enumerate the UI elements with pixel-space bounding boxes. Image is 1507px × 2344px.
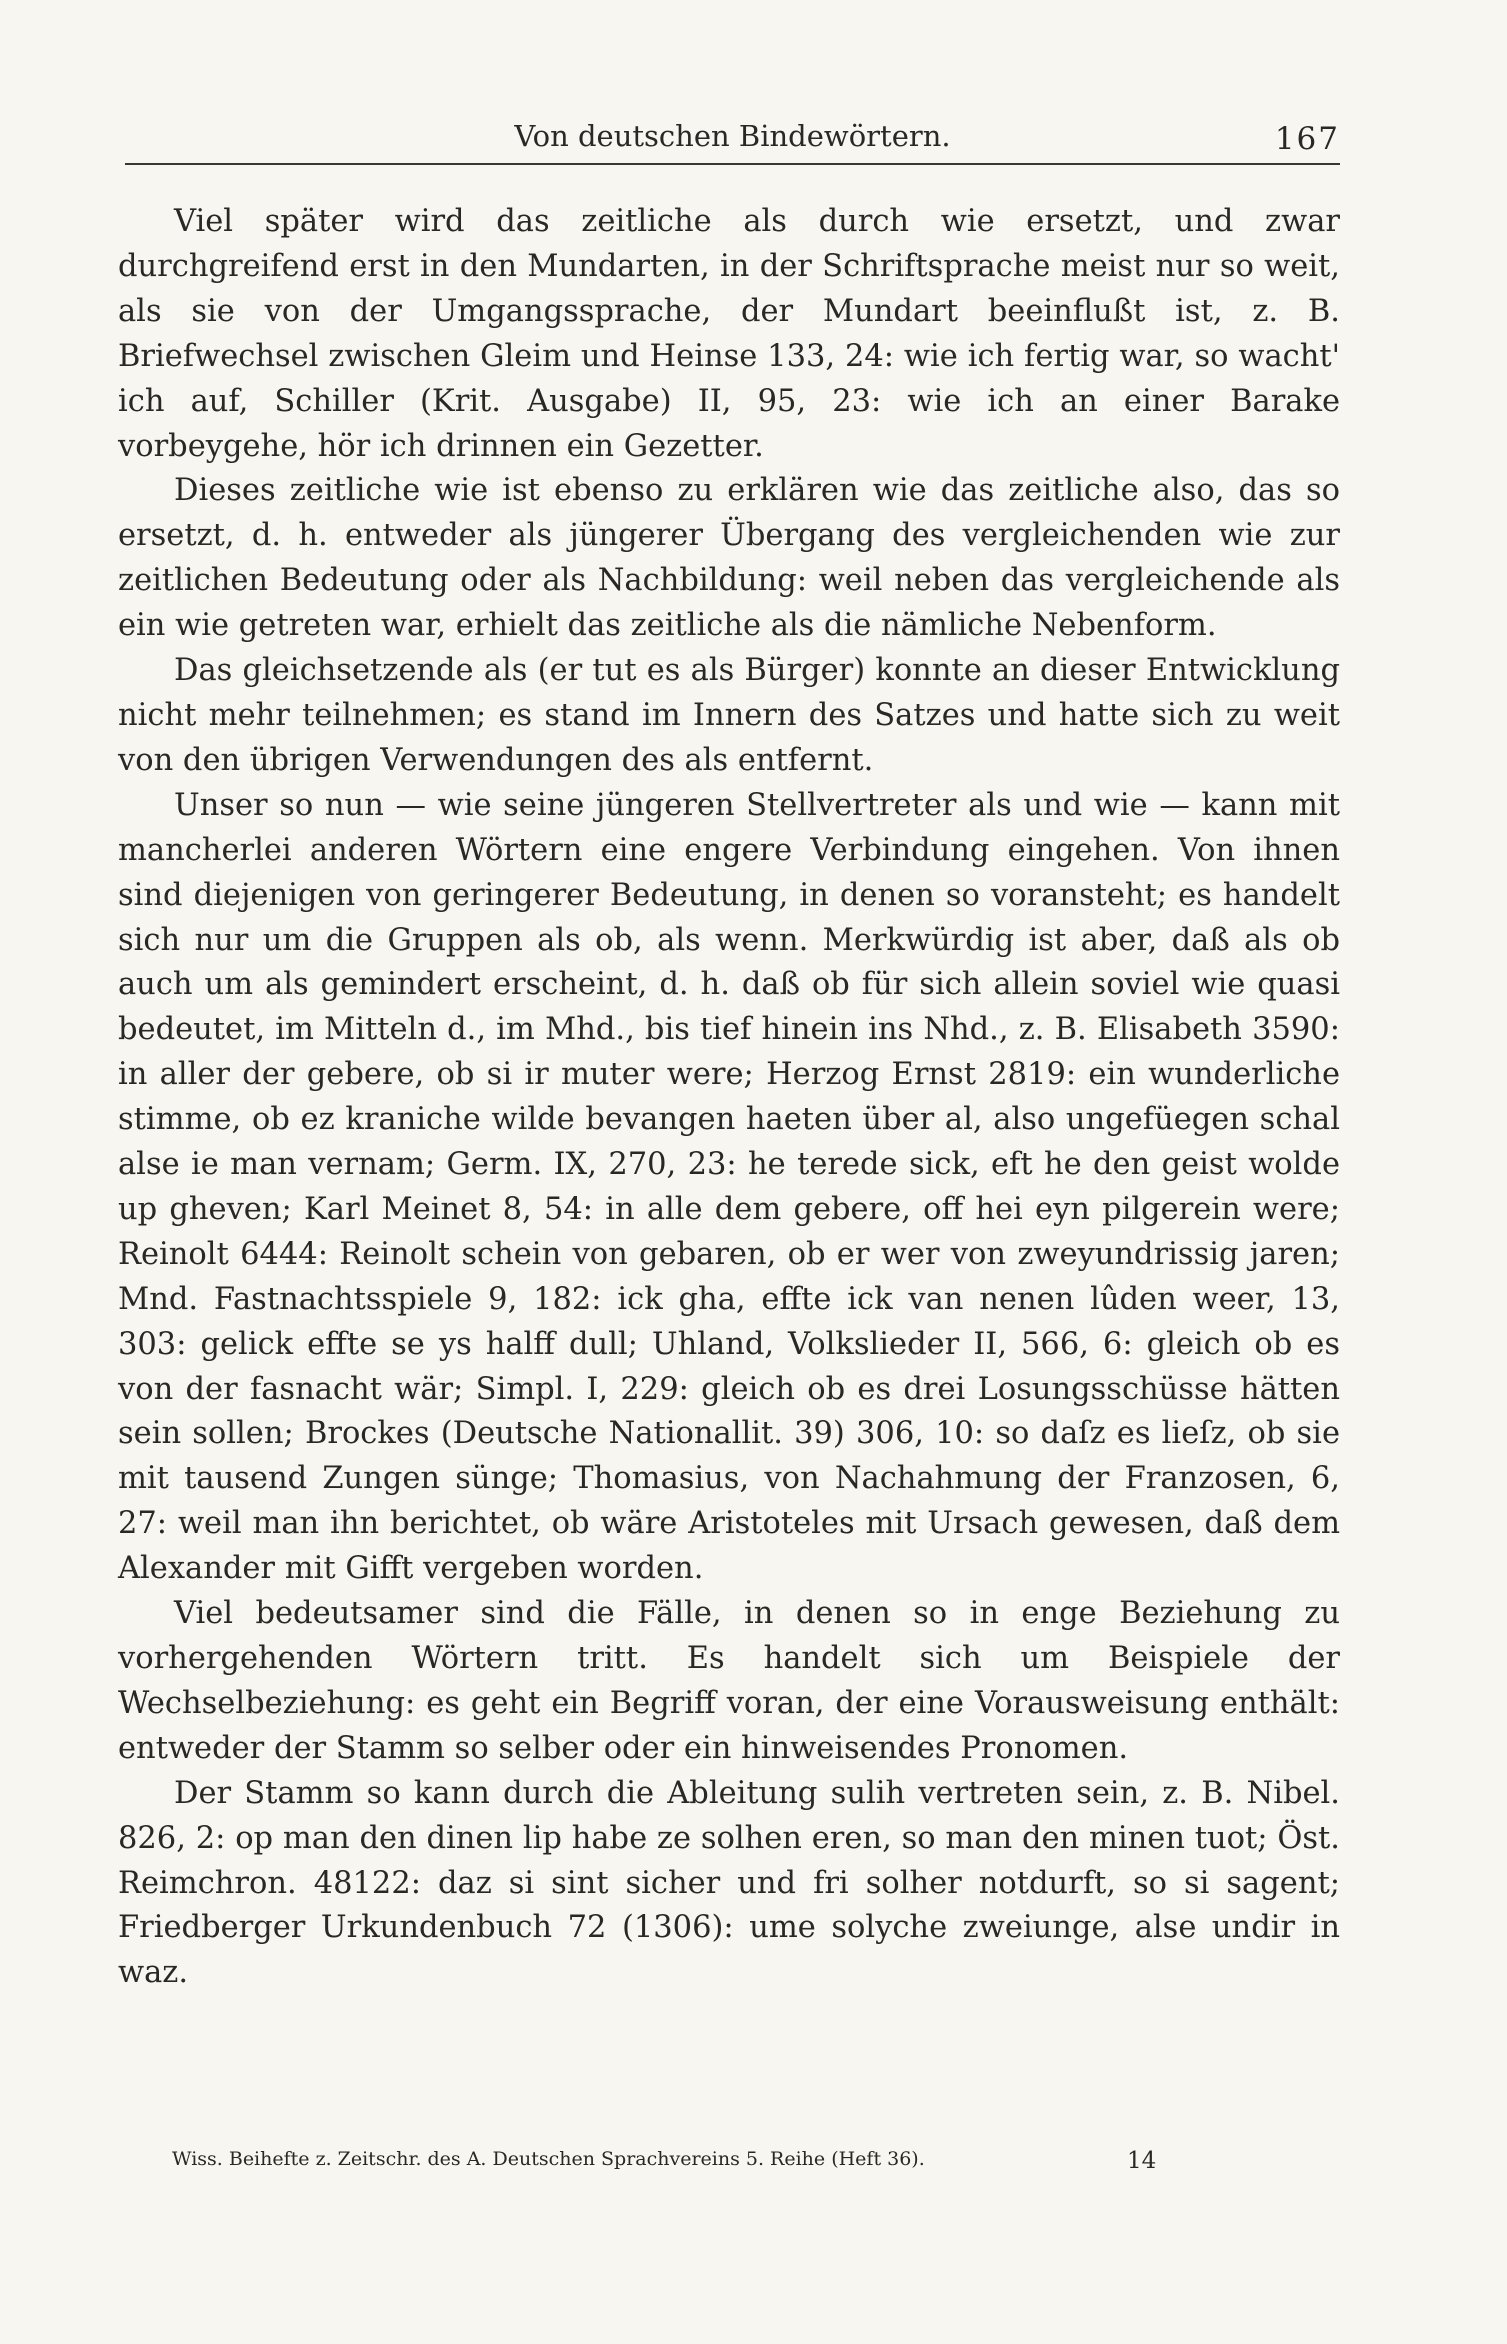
running-title: Von deutschen Bindewörtern.: [514, 119, 951, 153]
page-number: 167: [1274, 121, 1340, 157]
paragraph: Viel später wird das zeitliche als durch wie ersetzt, und zwar durchgreifend erst in den Mundarten, in der Schriftsprache meist nur so weit, als sie von der Umgangssprache, der Mundart beeinflußt ist, z. B. Briefwechsel zwischen Gleim und Heinse 133, 24: wie ich fertig war, so wacht' ich auf, Schiller (Krit. Ausgabe) II, 95, 23: wie ich an einer Barake vorbeygehe, hör ich drinnen ein Gezetter.: [118, 204, 1340, 464]
running-header: [125, 115, 1340, 165]
signature-mark: 14: [1127, 2148, 1157, 2174]
paragraph: Das gleichsetzende als (er tut es als Bürger) konnte an dieser Entwicklung nicht mehr teilnehmen; es stand im Innern des Satzes und hatte sich zu weit von den übrigen Verwendungen des als entfernt.: [118, 653, 1340, 778]
body-text: [118, 200, 1340, 1996]
paragraph: Viel bedeutsamer sind die Fälle, in denen so in enge Beziehung zu vorhergehenden Wörtern tritt. Es handelt sich um Beispiele der Wechselbeziehung: es geht ein Begriff voran, der eine Vorausweisung enthält: entweder der Stamm so selber oder ein hinweisendes Pronomen.: [118, 1596, 1340, 1766]
paragraph: Dieses zeitliche wie ist ebenso zu erklären wie das zeitliche also, das so ersetzt, d. h. entweder als jüngerer Übergang des vergleichenden wie zur zeitlichen Bedeutung oder als Nachbildung: weil neben das vergleichende als ein wie getreten war, erhielt das zeitliche als die nämliche Nebenform.: [118, 473, 1340, 644]
footer-note: [172, 2148, 1340, 2174]
paragraph: Der Stamm so kann durch die Ableitung sulih vertreten sein, z. B. Nibel. 826, 2: op man den dinen lip habe ze solhen eren, so man den minen tuot; Öst. Reimchron. 48122: daz si sint sicher und fri solher notdurft, so si sagent; Friedberger Urkundenbuch 72 (1306): ume solyche zweiunge, alse undir in waz.: [118, 1775, 1340, 1991]
paragraph: Unser so nun — wie seine jüngeren Stellvertreter als und wie — kann mit mancherlei anderen Wörtern eine engere Verbindung eingehen. Von ihnen sind diejenigen von geringerer Bedeutung, in denen so voransteht; es handelt sich nur um die Gruppen als ob, als wenn. Merkwürdig ist aber, daß als ob auch um als gemindert erscheint, d. h. daß ob für sich allein soviel wie quasi bedeutet, im Mitteln d., im Mhd., bis tief hinein ins Nhd., z. B. Elisabeth 3590: in aller der gebere, ob si ir muter were; Herzog Ernst 2819: ein wunderliche stimme, ob ez kraniche wilde bevangen haeten über al, also ungefüegen schal alse ie man vernam; Germ. IX, 270, 23: he terede sick, eft he den geist wolde up gheven; Karl Meinet 8, 54: in alle dem gebere, off hei eyn pilgerein were; Reinolt 6444: Reinolt schein von gebaren, ob er wer von zweyundrissig jaren; Mnd. Fastnachtsspiele 9, 182: ick gha, effte ick van nenen lûden weer, 13, 303: gelick effte se ys halff dull; Uhland, Volkslieder II, 566, 6: gleich ob es von der fasnacht wär; Simpl. I, 229: gleich ob es drei Losungsschüsse hätten sein sollen; Brockes (Deutsche Nationallit. 39) 306, 10: so daſz es lieſz, ob sie mit tausend Zungen sünge; Thomasius, von Nachahmung der Franzosen, 6, 27: weil man ihn berichtet, ob wäre Aristoteles mit Ursach gewesen, daß dem Alexander mit Gifft vergeben worden.: [118, 787, 1340, 1587]
series-note: Wiss. Beihefte z. Zeitschr. des A. Deutschen Sprachvereins 5. Reihe (Heft 36).: [172, 2148, 925, 2170]
